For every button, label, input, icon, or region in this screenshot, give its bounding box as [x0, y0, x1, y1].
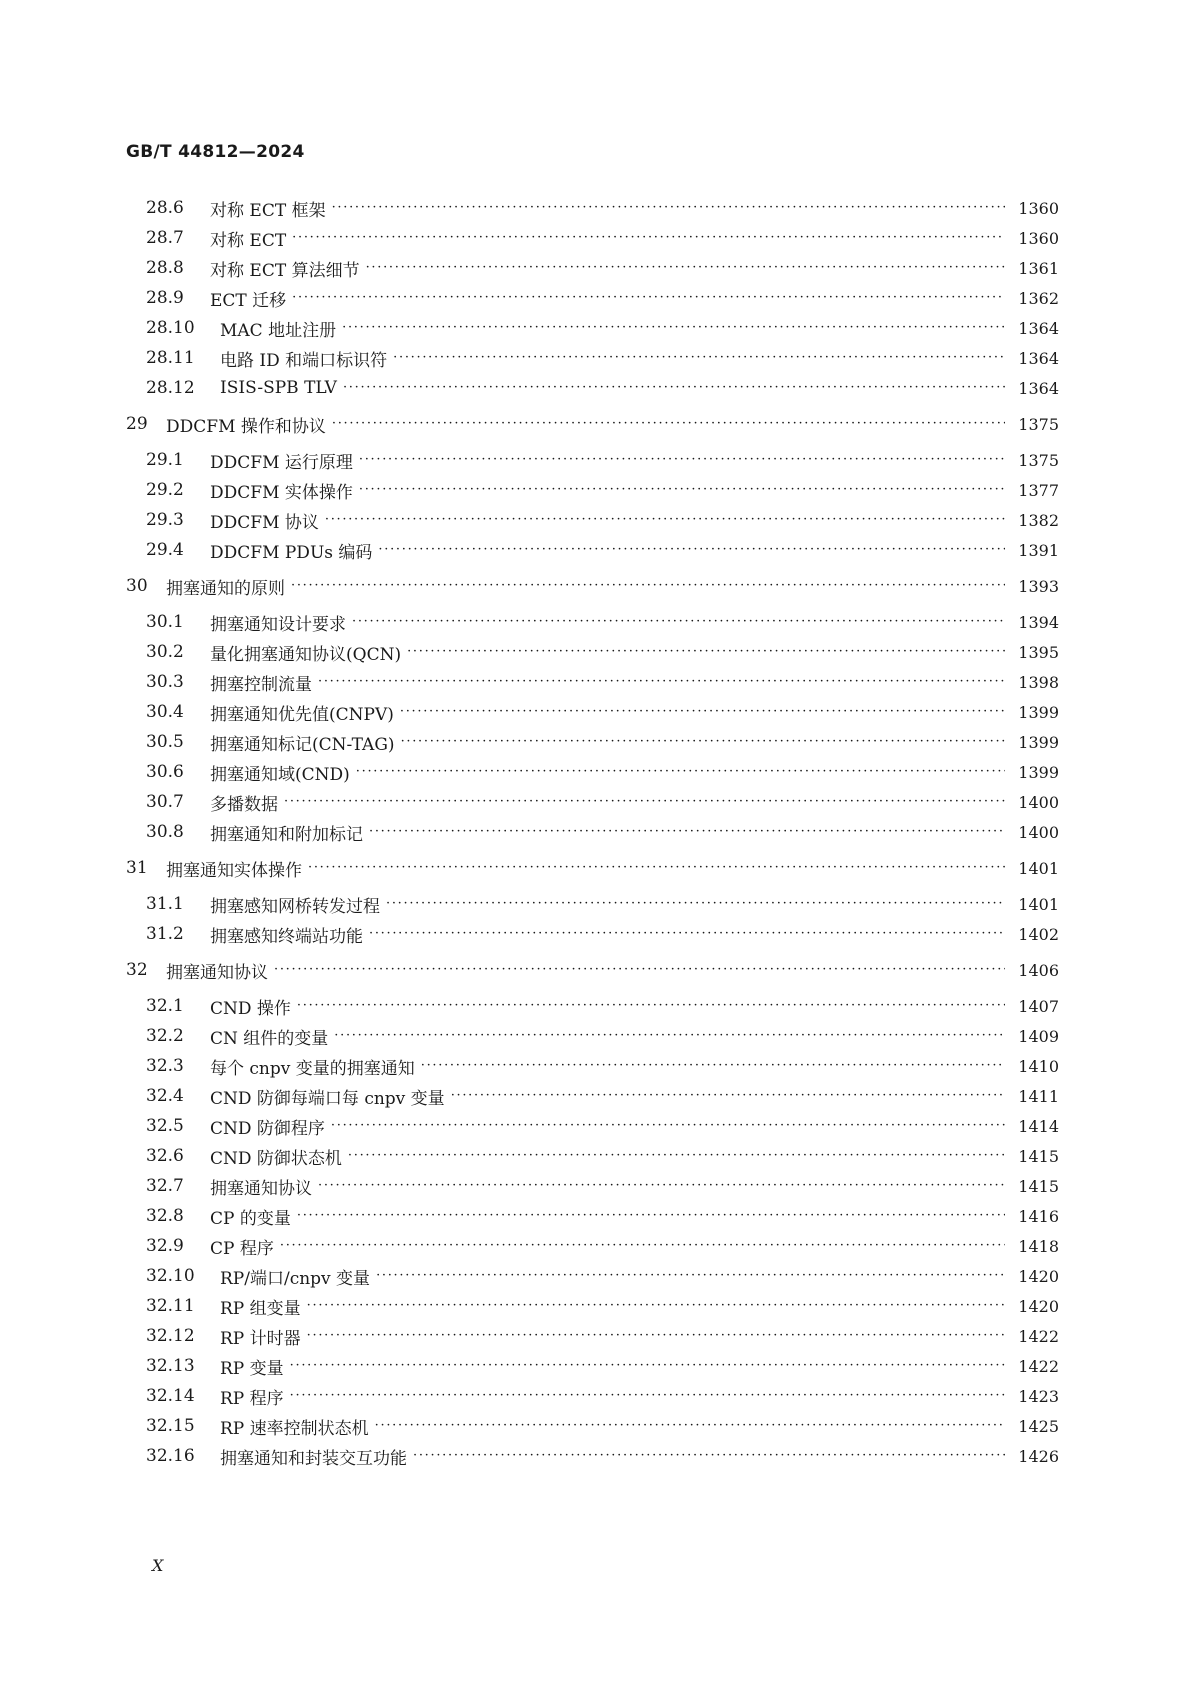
toc-entry-title: 拥塞通知优先值(CNPV) [210, 704, 394, 725]
toc-entry[interactable] [126, 790, 1059, 814]
toc-entry-number: 28.11 [146, 348, 195, 368]
toc-entry-page: 1364 [1018, 318, 1059, 338]
toc-entry-title: CND 防御程序 [210, 1118, 325, 1139]
toc-entry[interactable] [126, 958, 1059, 982]
toc-entry-number: 32.3 [146, 1056, 184, 1076]
toc-leader-dots [292, 226, 1005, 250]
toc-entry-number: 28.10 [146, 318, 195, 338]
toc-entry-title: 拥塞通知协议 [210, 1178, 312, 1199]
toc-entry-page: 1360 [1018, 198, 1059, 218]
toc-entry-number: 29 [126, 414, 148, 434]
toc-leader-dots [348, 1144, 1005, 1168]
toc-entry-title: DDCFM 实体操作 [210, 482, 353, 503]
toc-entry-number: 30.3 [146, 672, 184, 692]
toc-leader-dots [352, 610, 1005, 634]
toc-entry-number: 29.1 [146, 450, 184, 470]
toc-entry-page: 1425 [1018, 1416, 1059, 1436]
toc-entry-page: 1415 [1018, 1176, 1059, 1196]
toc-entry[interactable] [126, 820, 1059, 844]
toc-entry-title: CND 防御每端口每 cnpv 变量 [210, 1088, 445, 1109]
toc-entry-number: 31 [126, 858, 148, 878]
toc-entry[interactable] [126, 376, 1059, 400]
toc-entry-title: RP 组变量 [220, 1298, 301, 1319]
toc-leader-dots [318, 1174, 1005, 1198]
toc-leader-dots [308, 856, 1005, 880]
toc-leader-dots [274, 958, 1005, 982]
toc-entry[interactable] [126, 478, 1059, 502]
toc-entry-number: 28.6 [146, 198, 184, 218]
toc-leader-dots [343, 376, 1005, 400]
toc-entry-page: 1406 [1018, 960, 1059, 980]
toc-leader-dots [413, 1444, 1005, 1468]
toc-entry-page: 1364 [1018, 378, 1059, 398]
toc-entry[interactable] [126, 286, 1059, 310]
toc-entry-page: 1423 [1018, 1386, 1059, 1406]
toc-leader-dots [400, 700, 1005, 724]
toc-leader-dots [334, 1024, 1005, 1048]
toc-leader-dots [307, 1324, 1005, 1348]
toc-entry[interactable] [126, 448, 1059, 472]
toc-leader-dots [369, 820, 1005, 844]
toc-entry-number: 30.1 [146, 612, 184, 632]
toc-entry[interactable] [126, 1264, 1059, 1288]
toc-entry-page: 1375 [1018, 450, 1059, 470]
toc-leader-dots [332, 412, 1005, 436]
toc-leader-dots [356, 760, 1005, 784]
toc-leader-dots [386, 892, 1005, 916]
toc-leader-dots [284, 790, 1005, 814]
toc-entry[interactable] [126, 538, 1059, 562]
toc-entry-title: RP 变量 [220, 1358, 284, 1379]
toc-entry-page: 1360 [1018, 228, 1059, 248]
toc-entry-title: 拥塞通知实体操作 [166, 860, 302, 881]
standard-number: GB/T 44812—2024 [126, 142, 305, 162]
toc-entry-title: CP 程序 [210, 1238, 274, 1259]
toc-entry[interactable] [126, 1024, 1059, 1048]
toc-leader-dots [291, 574, 1005, 598]
toc-entry-title: DDCFM PDUs 编码 [210, 542, 373, 563]
toc-entry[interactable] [126, 1054, 1059, 1078]
toc-leader-dots [407, 640, 1005, 664]
toc-entry[interactable] [126, 412, 1059, 436]
toc-entry-number: 32.8 [146, 1206, 184, 1226]
toc-entry-title: 对称 ECT [210, 230, 287, 251]
toc-entry-title: CND 防御状态机 [210, 1148, 342, 1169]
toc-entry[interactable] [126, 700, 1059, 724]
toc-entry-number: 28.7 [146, 228, 184, 248]
toc-leader-dots [318, 670, 1005, 694]
toc-entry-number: 31.2 [146, 924, 184, 944]
toc-leader-dots [331, 1114, 1005, 1138]
toc-entry-page: 1402 [1018, 924, 1059, 944]
toc-entry-title: 拥塞通知的原则 [166, 578, 285, 599]
toc-entry-number: 30.2 [146, 642, 184, 662]
toc-entry-page: 1393 [1018, 576, 1059, 596]
toc-entry-page: 1420 [1018, 1296, 1059, 1316]
toc-entry-number: 32.16 [146, 1446, 195, 1466]
toc-entry-page: 1411 [1018, 1086, 1059, 1106]
toc-entry-page: 1399 [1018, 702, 1059, 722]
toc-entry-number: 32.10 [146, 1266, 195, 1286]
toc-entry-title: 对称 ECT 框架 [210, 200, 326, 221]
toc-entry-number: 32.1 [146, 996, 184, 1016]
toc-entry-page: 1422 [1018, 1356, 1059, 1376]
toc-leader-dots [421, 1054, 1005, 1078]
toc-entry[interactable] [126, 760, 1059, 784]
toc-entry[interactable] [126, 856, 1059, 880]
toc-entry-number: 29.4 [146, 540, 184, 560]
toc-entry-number: 32.11 [146, 1296, 195, 1316]
toc-entry[interactable] [126, 892, 1059, 916]
toc-entry-page: 1414 [1018, 1116, 1059, 1136]
toc-entry-page: 1395 [1018, 642, 1059, 662]
toc-entry-page: 1400 [1018, 822, 1059, 842]
toc-entry-page: 1400 [1018, 792, 1059, 812]
toc-entry-title: MAC 地址注册 [220, 320, 337, 341]
toc-entry[interactable] [126, 640, 1059, 664]
toc-entry-number: 30 [126, 576, 148, 596]
toc-entry[interactable] [126, 1084, 1059, 1108]
toc-entry-number: 32.5 [146, 1116, 184, 1136]
toc-entry-title: RP 程序 [220, 1388, 284, 1409]
toc-leader-dots [375, 1414, 1005, 1438]
toc-entry-page: 1422 [1018, 1326, 1059, 1346]
toc-leader-dots [280, 1234, 1005, 1258]
toc-entry-title: 多播数据 [210, 794, 278, 815]
toc-entry-title: 量化拥塞通知协议(QCN) [210, 644, 402, 665]
toc-entry-number: 28.8 [146, 258, 184, 278]
toc-entry-title: CND 操作 [210, 998, 291, 1019]
toc-entry-title: 拥塞通知标记(CN-TAG) [210, 734, 395, 755]
toc-leader-dots [451, 1084, 1005, 1108]
page-number: X [152, 1556, 164, 1575]
toc-entry-number: 31.1 [146, 894, 184, 914]
toc-entry-number: 32.4 [146, 1086, 184, 1106]
toc-leader-dots [369, 922, 1005, 946]
toc-entry-number: 32.2 [146, 1026, 184, 1046]
toc-entry[interactable] [126, 610, 1059, 634]
toc-entry-page: 1377 [1018, 480, 1059, 500]
toc-entry-page: 1401 [1018, 894, 1059, 914]
toc-entry[interactable] [126, 994, 1059, 1018]
toc-entry[interactable] [126, 1114, 1059, 1138]
toc-entry[interactable] [126, 1174, 1059, 1198]
toc-entry-page: 1426 [1018, 1446, 1059, 1466]
toc-leader-dots [290, 1354, 1005, 1378]
toc-entry-title: DDCFM 运行原理 [210, 452, 353, 473]
toc-entry-number: 28.12 [146, 378, 195, 398]
toc-leader-dots [290, 1384, 1005, 1408]
toc-entry-title: 对称 ECT 算法细节 [210, 260, 360, 281]
toc-leader-dots [401, 730, 1005, 754]
toc-entry-number: 29.3 [146, 510, 184, 530]
toc-entry[interactable] [126, 508, 1059, 532]
toc-entry-title: 拥塞通知和附加标记 [210, 824, 363, 845]
toc-entry[interactable] [126, 730, 1059, 754]
toc-entry-number: 28.9 [146, 288, 184, 308]
toc-entry-number: 32.6 [146, 1146, 184, 1166]
toc-entry-page: 1398 [1018, 672, 1059, 692]
toc-entry-number: 30.7 [146, 792, 184, 812]
toc-leader-dots [325, 508, 1005, 532]
toc-entry-number: 32.9 [146, 1236, 184, 1256]
toc-leader-dots [376, 1264, 1005, 1288]
toc-entry[interactable] [126, 1204, 1059, 1228]
toc-entry-title: 拥塞感知网桥转发过程 [210, 896, 380, 917]
toc-entry-number: 32.12 [146, 1326, 195, 1346]
toc-leader-dots [297, 994, 1005, 1018]
toc-entry-page: 1415 [1018, 1146, 1059, 1166]
toc-leader-dots [359, 478, 1005, 502]
toc-entry-title: CN 组件的变量 [210, 1028, 329, 1049]
toc-entry-title: 每个 cnpv 变量的拥塞通知 [210, 1058, 415, 1079]
toc-entry-number: 32.15 [146, 1416, 195, 1436]
toc-entry-number: 32 [126, 960, 148, 980]
toc-entry-title: RP 计时器 [220, 1328, 301, 1349]
toc-entry[interactable] [126, 1144, 1059, 1168]
toc-entry[interactable] [126, 1384, 1059, 1408]
toc-entry-page: 1420 [1018, 1266, 1059, 1286]
toc-entry-title: ECT 迁移 [210, 290, 287, 311]
toc-entry-page: 1361 [1018, 258, 1059, 278]
toc-entry-number: 32.13 [146, 1356, 195, 1376]
toc-entry-title: CP 的变量 [210, 1208, 291, 1229]
toc-entry-title: RP/端口/cnpv 变量 [220, 1268, 371, 1289]
toc-entry-page: 1407 [1018, 996, 1059, 1016]
toc-entry-page: 1416 [1018, 1206, 1059, 1226]
toc-entry[interactable] [126, 316, 1059, 340]
toc-entry-page: 1418 [1018, 1236, 1059, 1256]
toc-entry-title: 拥塞控制流量 [210, 674, 312, 695]
toc-entry-page: 1410 [1018, 1056, 1059, 1076]
toc-entry-title: 电路 ID 和端口标识符 [220, 350, 388, 371]
toc-entry-page: 1375 [1018, 414, 1059, 434]
toc-entry-title: 拥塞通知和封装交互功能 [220, 1448, 407, 1469]
toc-entry[interactable] [126, 1444, 1059, 1468]
toc-entry-number: 32.14 [146, 1386, 195, 1406]
toc-entry[interactable] [126, 1414, 1059, 1438]
toc-entry-title: DDCFM 操作和协议 [166, 416, 326, 437]
toc-entry-page: 1362 [1018, 288, 1059, 308]
toc-entry-number: 30.4 [146, 702, 184, 722]
toc-leader-dots [359, 448, 1005, 472]
toc-entry[interactable] [126, 226, 1059, 250]
toc-entry[interactable] [126, 256, 1059, 280]
toc-entry-number: 30.6 [146, 762, 184, 782]
toc-entry[interactable] [126, 922, 1059, 946]
toc-leader-dots [393, 346, 1005, 370]
toc-entry-page: 1382 [1018, 510, 1059, 530]
toc-entry-title: RP 速率控制状态机 [220, 1418, 369, 1439]
toc-entry-page: 1394 [1018, 612, 1059, 632]
toc-entry-number: 30.8 [146, 822, 184, 842]
toc-leader-dots [297, 1204, 1005, 1228]
toc-entry[interactable] [126, 1354, 1059, 1378]
toc-entry-page: 1409 [1018, 1026, 1059, 1046]
toc-leader-dots [378, 538, 1005, 562]
toc-entry-title: DDCFM 协议 [210, 512, 319, 533]
toc-entry-page: 1364 [1018, 348, 1059, 368]
toc-entry-title: 拥塞通知协议 [166, 962, 268, 983]
toc-leader-dots [307, 1294, 1005, 1318]
toc-entry-page: 1401 [1018, 858, 1059, 878]
toc-entry-title: 拥塞感知终端站功能 [210, 926, 363, 947]
toc-entry-number: 30.5 [146, 732, 184, 752]
toc-leader-dots [366, 256, 1005, 280]
toc-entry[interactable] [126, 346, 1059, 370]
toc-entry[interactable] [126, 1294, 1059, 1318]
toc-entry[interactable] [126, 670, 1059, 694]
toc-leader-dots [292, 286, 1005, 310]
toc-entry-title: 拥塞通知设计要求 [210, 614, 346, 635]
toc-leader-dots [332, 196, 1005, 220]
toc-entry[interactable] [126, 1234, 1059, 1258]
toc-leader-dots [342, 316, 1005, 340]
toc-entry-number: 32.7 [146, 1176, 184, 1196]
toc-entry-page: 1391 [1018, 540, 1059, 560]
toc-entry-title: ISIS-SPB TLV [220, 378, 337, 398]
toc-entry[interactable] [126, 574, 1059, 598]
toc-entry-page: 1399 [1018, 732, 1059, 752]
toc-entry-page: 1399 [1018, 762, 1059, 782]
toc-entry[interactable] [126, 1324, 1059, 1348]
toc-entry[interactable] [126, 196, 1059, 220]
toc-entry-number: 29.2 [146, 480, 184, 500]
toc-entry-title: 拥塞通知域(CND) [210, 764, 350, 785]
